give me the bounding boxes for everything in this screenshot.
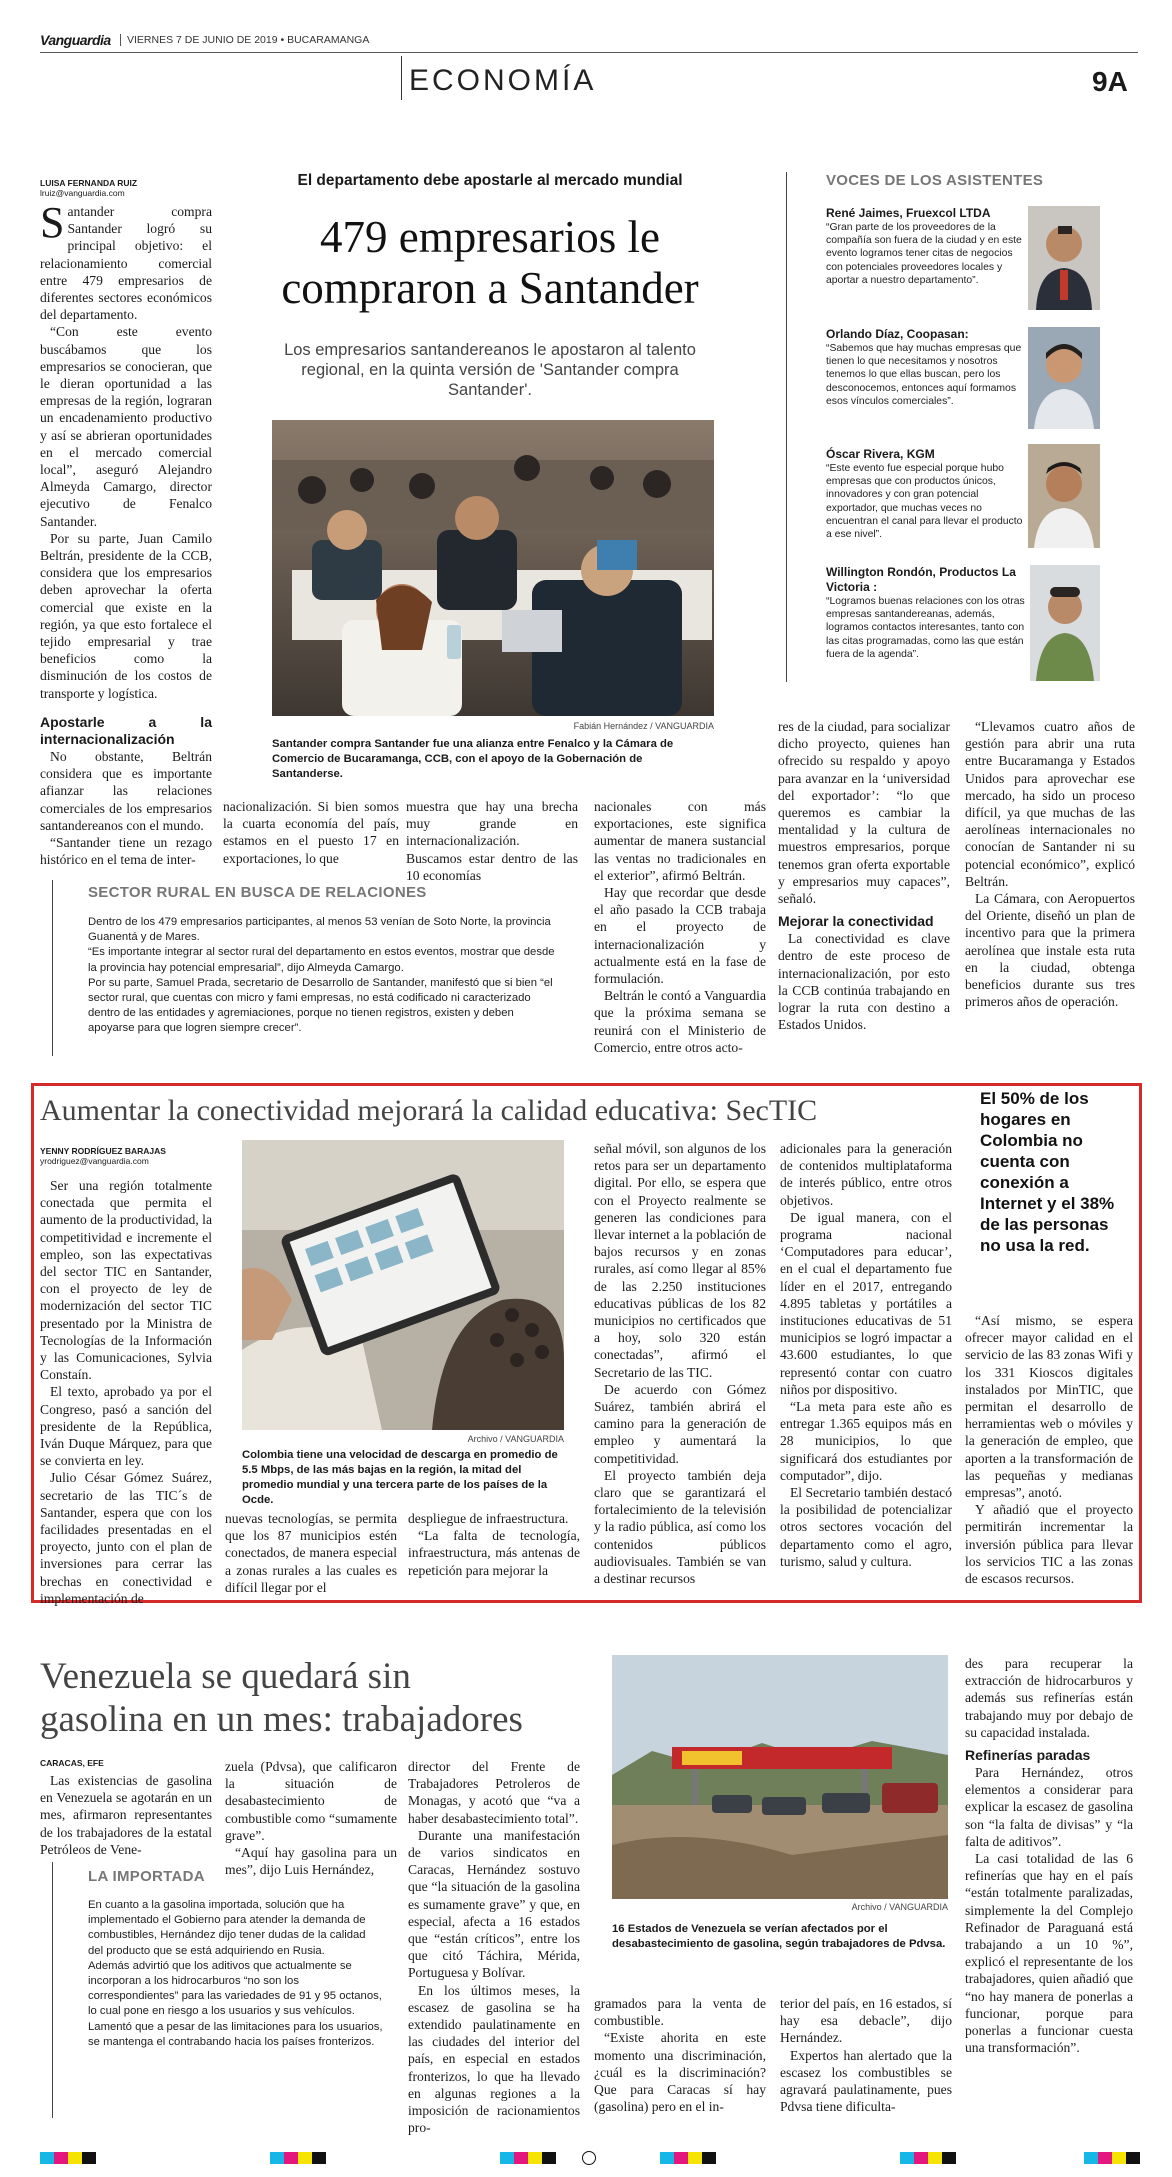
color-mark: [270, 2152, 284, 2164]
sectic-photo-credit: Archivo / VANGUARDIA: [467, 1434, 564, 1444]
byline-email[interactable]: yrodriguez@vanguardia.com: [40, 1156, 149, 1166]
importada-bracket: [52, 1862, 60, 2118]
voces-item: [826, 447, 1026, 541]
venezuela-headline-line2: gasolina en un mes: trabajadores: [40, 1699, 523, 1740]
sector-rural-bracket: [52, 880, 60, 1056]
venezuela-byline: CARACAS, EFE: [40, 1758, 104, 1768]
color-mark: [660, 2152, 674, 2164]
paragraph: nacionalización. Si bien somos la cuarta economía del país, estamos en el puesto 17 en exportaciones, lo que: [223, 799, 399, 866]
color-mark: [914, 2152, 928, 2164]
paragraph: Las existencias de gasolina en Venezuela se agotarán en un mes, afirmaron representantes de los trabajadores de la estatal Petróleos de Vene-: [40, 1773, 212, 1857]
paragraph: señal móvil, son algunos de los retos para ser un departamento digital. Por ello, se espera que con el Proyecto realmente se generen las condiciones para llevar internet a la población de bajos recursos y en zonas rurales, así como llegar al 85% de las 2.250 instituciones educativas públicas de los 82 municipios no certificados que a hoy, solo 320 están conectadas”, afirmó el Secretario de las TIC.: [594, 1141, 766, 1380]
paragraph: Ser una región totalmente conectada que permita el aumento de la productividad, la competitividad e incremente el empleo, son las expectativas del sector TIC en Santander, con el proyecto de ley de modernización del sector TIC presentado por la Ministra de Tecnologías de la Información y las Comunicaciones, Sylvia Constaín.: [40, 1178, 212, 1383]
paragraph: De acuerdo con Gómez Suárez, también abrirá el camino para la generación de empleo y aumentará la competitividad.: [594, 1381, 766, 1466]
voces-bracket: [786, 172, 794, 682]
lead-photo-caption: Santander compra Santander fue una alianza entre Fenalco y la Cámara de Comercio de Bucaramanga, CCB, con el apoyo de la Gobernación de Santanderse.: [272, 738, 674, 780]
paragraph: director del Frente de Trabajadores Petroleros de Monagas, y acotó que “va a haber desabastecimiento total”.: [408, 1759, 580, 1826]
sectic-column-1: [40, 1177, 212, 1607]
paragraph: antander compra Santander logró su principal objetivo: el relacionamiento comercial entre 479 empresarios de diferentes sectores económicos del departamento.: [40, 204, 212, 323]
subhead: Apostarle a la internacionalización: [40, 713, 212, 747]
lead-headline-line1: 479 empresarios le: [320, 212, 660, 262]
paragraph: gramados para la venta de combustible.: [594, 1996, 766, 2029]
paragraph: Hay que recordar que desde el año pasado la CCB trabaja en el proyecto de internacionalización y actualmente está en la fase de formulación.: [594, 885, 766, 987]
voces-item: [826, 327, 1026, 408]
sectic-photo-caption: Colombia tiene una velocidad de descarga en promedio de 5.5 Mbps, de las más bajas en la región, la mitad del promedio mundial y una tercera parte de los países de la Ocde.: [242, 1449, 558, 1506]
paragraph: El proyecto también deja claro que se garantizará el fortalecimiento de la televisión y la radio pública, así como los contenidos públicos audiovisuales. También se van a destinar recursos: [594, 1467, 766, 1587]
venezuela-column-3: [408, 1758, 580, 2136]
venezuela-photo: [612, 1655, 948, 1899]
sectic-column-3: [408, 1510, 580, 1579]
color-mark: [68, 2152, 82, 2164]
paragraph: “Existe ahorita en este momento una discriminación, ¿cuál es la discriminación? Que para Caracas sí hay (gasolina) pero en el in-: [594, 2030, 766, 2115]
paragraph: No obstante, Beltrán considera que es importante afianzar las relaciones comerciales de los empresarios santandereanos con el mundo.: [40, 748, 212, 833]
man-portrait-icon: [1028, 206, 1100, 310]
color-mark: [500, 2152, 514, 2164]
sectic-column-6: [965, 1312, 1133, 1587]
color-mark: [688, 2152, 702, 2164]
voces-item: [826, 206, 1026, 287]
paragraph: “Llevamos cuatro años de gestión para abrir una ruta entre Bucaramanga y Estados Unidos para aprovechar ese mercado, ha sido un proceso difícil, ya que muchas de las aerolíneas internacionales no conocían de Santander ni su potencial económico”, explicó Beltrán.: [965, 719, 1135, 889]
man-portrait-icon: [1028, 327, 1100, 429]
voz-portrait: [1030, 565, 1100, 681]
registration-mark-icon: [582, 2151, 596, 2165]
business-meeting-photo: [272, 420, 714, 716]
paragraph: muestra que hay una brecha muy grande en internacionalización. Buscamos estar dentro de las 10 economías: [406, 799, 578, 883]
gas-station-photo: [612, 1655, 948, 1899]
lead-column-2: [223, 798, 399, 867]
paragraph: zuela (Pdvsa), que calificaron la situación de desabastecimiento de combustible como “sumamente grave”.: [225, 1759, 397, 1843]
paragraph: “La meta para este año es entregar 1.365 equipos más en 28 municipios, lo que significará dos estudiantes por computador”, dijo.: [780, 1399, 952, 1483]
venezuela-headline-line1: Venezuela se quedará sin: [40, 1656, 411, 1697]
color-mark: [702, 2152, 716, 2164]
sectic-photo: [242, 1140, 564, 1430]
venezuela-column-4: [594, 1995, 766, 2115]
importada-body: [88, 1898, 383, 2050]
voz-quote: “Este evento fue especial porque hubo empresas que con productos únicos, innovadores y con gran potencial exportador, que muchas veces no encuentran el canal para llevar el producto a ese nivel”.: [826, 463, 1023, 541]
paragraph: Para Hernández, otros elementos a considerar para explicar la escasez de gasolina son “la falta de divisas” y “la falta de aditivos”.: [965, 1765, 1133, 1849]
paragraph: “Así mismo, se espera ofrecer mayor calidad en el servicio de las 83 zonas Wifi y los 331 Kioscos digitales instalados por MinTIC, que permitan el desarrollo de herramientas web o móviles y la generación de empleo, que aporten a la transformación de las pequeñas y medianas empresas”, anotó.: [965, 1313, 1133, 1501]
color-mark: [1098, 2152, 1112, 2164]
paragraph: adicionales para la generación de contenidos multiplataforma de interés público, entre otros objetivos.: [780, 1141, 952, 1208]
venezuela-column-5: [780, 1995, 952, 2115]
voz-name: Óscar Rivera, KGM: [826, 447, 935, 461]
paragraph: “Aquí hay gasolina para un mes”, dijo Luis Hernández,: [225, 1845, 397, 1878]
drop-cap: S: [40, 198, 65, 247]
color-mark: [942, 2152, 956, 2164]
man-portrait-icon: [1028, 444, 1100, 548]
color-mark: [542, 2152, 556, 2164]
voz-name: Willington Rondón, Productos La Victoria :: [826, 565, 1016, 594]
voz-quote: “Gran parte de los proveedores de la compañía son fuera de la ciudad y en este evento logramos tener citas de negocios con potenciales proveedores locales y aportar a nuestro departamento”.: [826, 222, 1022, 286]
paragraph: Y añadió que el proyecto permitirán incrementar la inversión pública para llevar los servicios TIC a las zonas de escasos recursos.: [965, 1502, 1133, 1587]
lead-photo-credit: Fabián Hernández / VANGUARDIA: [573, 721, 714, 731]
voz-name: René Jaimes, Fruexcol LTDA: [826, 206, 991, 220]
paragraph: res de la ciudad, para socializar dicho proyecto, quienes han ofrecido su respaldo y apoyo para avanzar en la ‘universidad del exportador’: “lo que queremos es cambiar la mentalidad y la cultura de muestros empresarios, porque tenemos gran oferta exportable y empresarios muy capaces”, señaló.: [778, 719, 950, 907]
importada-title: LA IMPORTADA: [88, 1868, 205, 1885]
voces-title: VOCES DE LOS ASISTENTES: [826, 172, 1044, 189]
lead-photo: [272, 420, 714, 716]
paragraph: “Es importante integrar al sector rural del departamento en estos eventos, mostrar que desde la provincia hay potencial empresarial”, dijo Almeyda Camargo.: [88, 946, 555, 974]
paragraph: Beltrán le contó a Vanguardia que la próxima semana se reunirá con el Ministerio de Comercio, entre otros acto-: [594, 988, 766, 1055]
sectic-headline: Aumentar la conectividad mejorará la calidad educativa: SecTIC: [40, 1094, 818, 1127]
color-mark: [82, 2152, 96, 2164]
masthead: [40, 30, 1140, 50]
page-number: 9A: [1092, 66, 1128, 97]
paragraph: El Secretario también destacó la posibilidad de potencializar otros sectores vocación del departamento como el agro, turismo, salud y cultura.: [780, 1485, 952, 1569]
paragraph: La conectividad es clave dentro de este proceso de internacionalización, por esto la CCB continúa trabajando en lograr la ruta con destino a Estados Unidos.: [778, 931, 950, 1033]
paragraph: nuevas tecnologías, se permita que los 87 municipios estén conectados, de manera especial a zonas rurales a las cuales es difícil llegar por el: [225, 1511, 397, 1595]
lead-column-3: [406, 798, 578, 884]
brand-logo: Vanguardia: [40, 32, 111, 48]
paragraph: En cuanto a la gasolina importada, solución que ha implementado el Gobierno para atender la demanda de combustibles, Hernández dijo tener dudas de la calidad del producto que se está adquiriendo en Rusia.: [88, 1899, 366, 1957]
byline-email[interactable]: lruiz@vanguardia.com: [40, 188, 125, 198]
color-mark: [1112, 2152, 1126, 2164]
paragraph: des para recuperar la extracción de hidrocarburos y además sus refinerías están trabajando muy por debajo de su capacidad instalada.: [965, 1656, 1133, 1740]
student-tablet-photo: [242, 1140, 564, 1430]
section-divider: [401, 56, 402, 100]
lead-column-5: [778, 718, 950, 1033]
dateline: VIERNES 7 DE JUNIO DE 2019 • BUCARAMANGA: [120, 34, 369, 46]
lead-column-1: [40, 198, 212, 868]
color-mark: [928, 2152, 942, 2164]
paragraph: “Con este evento buscábamos que los empresarios se conocieran, que le dieran oportunidad a las empresas de la región, lograran un encadenamiento productivo y así se abrieran oportunidades en el mercado comercial local”, aseguró Alejandro Almeyda Camargo, director ejecutivo de Fenalco Santander.: [40, 324, 212, 529]
color-mark: [900, 2152, 914, 2164]
voz-quote: “Logramos buenas relaciones con los otras empresas santandereanas, además, logramos contactos interesantes, tanto con las citas programadas, como las que están fuera de la agenda”.: [826, 596, 1025, 660]
venezuela-photo-caption: 16 Estados de Venezuela se verían afectados por el desabastecimiento de gasolina, según trabajadores de Pdvsa.: [612, 1923, 946, 1950]
byline: YENNY RODRÍGUEZ BARAJAS: [40, 1146, 166, 1156]
color-mark: [1084, 2152, 1098, 2164]
sectic-byline: [40, 1146, 240, 1166]
lead-deck: Los empresarios santandereanos le apostaron al talento regional, en la quinta versión de 'Santander compra Santander'.: [284, 341, 696, 399]
color-mark: [284, 2152, 298, 2164]
color-mark: [674, 2152, 688, 2164]
lead-kicker: El departamento debe apostarle al mercado mundial: [297, 172, 683, 189]
lead-headline: [230, 212, 750, 314]
paragraph: “La falta de tecnología, infraestructura, más antenas de repetición para mejorar la: [408, 1528, 580, 1578]
paragraph: Por su parte, Samuel Prada, secretario de Desarrollo de Santander, manifestó que si bien “el sector rural, que cuentas con micro y fami empresas, no está codificado ni caracterizado dentro de las entidades y agremiaciones, porque no tienen registros, existen y deben apoyarse para que logren siempre crecer”.: [88, 976, 553, 1035]
paragraph: Por su parte, Juan Camilo Beltrán, presidente de la CCB, considera que los empresarios deben aprovechar la oferta comercial que existe en la región, ya que esto fortalece el tejido empresarial y trae beneficios como la disminución de los costos de transporte y logística.: [40, 530, 212, 701]
sectic-column-5: [780, 1140, 952, 1570]
voz-portrait: [1028, 206, 1100, 310]
venezuela-column-2: [225, 1758, 397, 1878]
color-mark: [54, 2152, 68, 2164]
subhead: Mejorar la conectividad: [778, 913, 934, 930]
voz-quote: “Sabemos que hay muchas empresas que tienen lo que necesitamos y nosotros tenemos lo que ellas buscan, pero los desconocemos, entonces aquí formamos esos vínculos comerciales”.: [826, 343, 1022, 407]
color-mark: [312, 2152, 326, 2164]
color-mark: [298, 2152, 312, 2164]
color-mark: [40, 2152, 54, 2164]
lead-headline-line2: compraron a Santander: [281, 263, 699, 313]
sector-rural-title: SECTOR RURAL EN BUSCA DE RELACIONES: [88, 884, 427, 901]
subhead: Refinerías paradas: [965, 1747, 1091, 1764]
sectic-column-2: [225, 1510, 397, 1596]
man-portrait-icon: [1030, 565, 1100, 681]
lead-byline: [40, 178, 240, 198]
voces-item: [826, 565, 1026, 661]
paragraph: Dentro de los 479 empresarios participantes, al menos 53 venían de Soto Norte, la provincia Guanentá y de Mares.: [88, 916, 551, 944]
paragraph: La casi totalidad de las 6 refinerías que hay en el país “están totalmente paralizadas, simplemente la del Complejo Refinador de Paraguaná está trabajando a un 10 %”, explicó el representante de los trabajadores, quien añadió que “no hay manera de ponerlas a funcionar, porque para ponerlas a funcionar cuesta una transformación”.: [965, 1851, 1133, 2056]
venezuela-photo-credit: Archivo / VANGUARDIA: [851, 1902, 948, 1912]
sector-rural-body: [88, 915, 558, 1037]
lead-column-6: [965, 718, 1135, 1010]
paragraph: Además advirtió que los aditivos que actualmente se incorporan a los hidrocarburos “no son los correspondientes” para las variedades de 91 y 95 octanos, lo cual pone en riesgo a los usuarios y sus vehículos. Lamentó que a pesar de las limitaciones para los usuarios, se mantenga el contrabando hacia los países fronterizos.: [88, 1959, 383, 2048]
section-title: ECONOMÍA: [409, 64, 597, 97]
paragraph: En los últimos meses, la escasez de gasolina se ha extendido paulatinamente en las ciudades del interior del país, en especial en estados fronterizos, lo que ha llevado en algunas regiones a la imposición de racionamientos pro-: [408, 1982, 580, 2136]
paragraph: despliegue de infraestructura.: [408, 1511, 569, 1526]
color-mark: [528, 2152, 542, 2164]
paragraph: La Cámara, con Aeropuertos del Oriente, diseñó un plan de incentivo para que la primera aerolínea que instale esta ruta en la ciudad, obtenga beneficios durante sus tres primeros años de operación.: [965, 891, 1135, 1010]
masthead-rule: [40, 52, 1138, 53]
paragraph: El texto, aprobado ya por el Congreso, pasó a sanción del presidente de la República, Iván Duque Márquez, para que se convierta en ley.: [40, 1384, 212, 1469]
voz-name: Orlando Díaz, Coopasan:: [826, 327, 969, 341]
venezuela-headline: [40, 1655, 600, 1741]
venezuela-column-6: [965, 1655, 1133, 2056]
paragraph: “Santander tiene un rezago histórico en el tema de inter-: [40, 834, 212, 868]
paragraph: terior del país, en 16 estados, sí hay esa debacle”, dijo Hernández.: [780, 1996, 952, 2046]
lead-column-4: [594, 798, 766, 1056]
paragraph: Expertos han alertado que la escasez los combustibles se agravará paulatinamente, pues Pdvsa tiene dificulta-: [780, 2047, 952, 2115]
paragraph: De igual manera, con el programa nacional ‘Computadores para educar’, en el cual el departamento fue líder en el 2017, entregando 4.895 tabletas y portátiles a instituciones educativas de 51 municipios se logró impactar a 43.600 estudiantes, lo que representó contar con cuatro niños por dispositivo.: [780, 1209, 952, 1397]
byline: LUISA FERNANDA RUIZ: [40, 178, 138, 188]
sectic-highlight: El 50% de los hogares en Colombia no cuenta con conexión a Internet y el 38% de las personas no usa la red.: [980, 1089, 1115, 1255]
paragraph: nacionales con más exportaciones, este significa aumentar de manera sustancial las ventas no tradicionales en el exterior”, afirmó Beltrán.: [594, 799, 766, 883]
venezuela-column-1: [40, 1772, 212, 1858]
color-mark: [1126, 2152, 1140, 2164]
voz-portrait: [1028, 327, 1100, 429]
color-mark: [514, 2152, 528, 2164]
voz-portrait: [1028, 444, 1100, 548]
paragraph: Julio César Gómez Suárez, secretario de las TIC´s de Santander, espera que con los facilidades presentadas en el proyecto, junto con el plan de inversiones para cerrar las brechas en conectividad e implementación de: [40, 1470, 212, 1606]
sectic-column-4: [594, 1140, 766, 1587]
print-marks-bar: [40, 2152, 1140, 2166]
paragraph: Durante una manifestación de varios sindicatos en Caracas, Hernández sostuvo que “la situación de la gasolina es sumamente grave” y que, en especial, afecta a 16 estados que “están críticos”, entre los que citó Táchira, Mérida, Portuguesa y Bolívar.: [408, 1827, 580, 1981]
